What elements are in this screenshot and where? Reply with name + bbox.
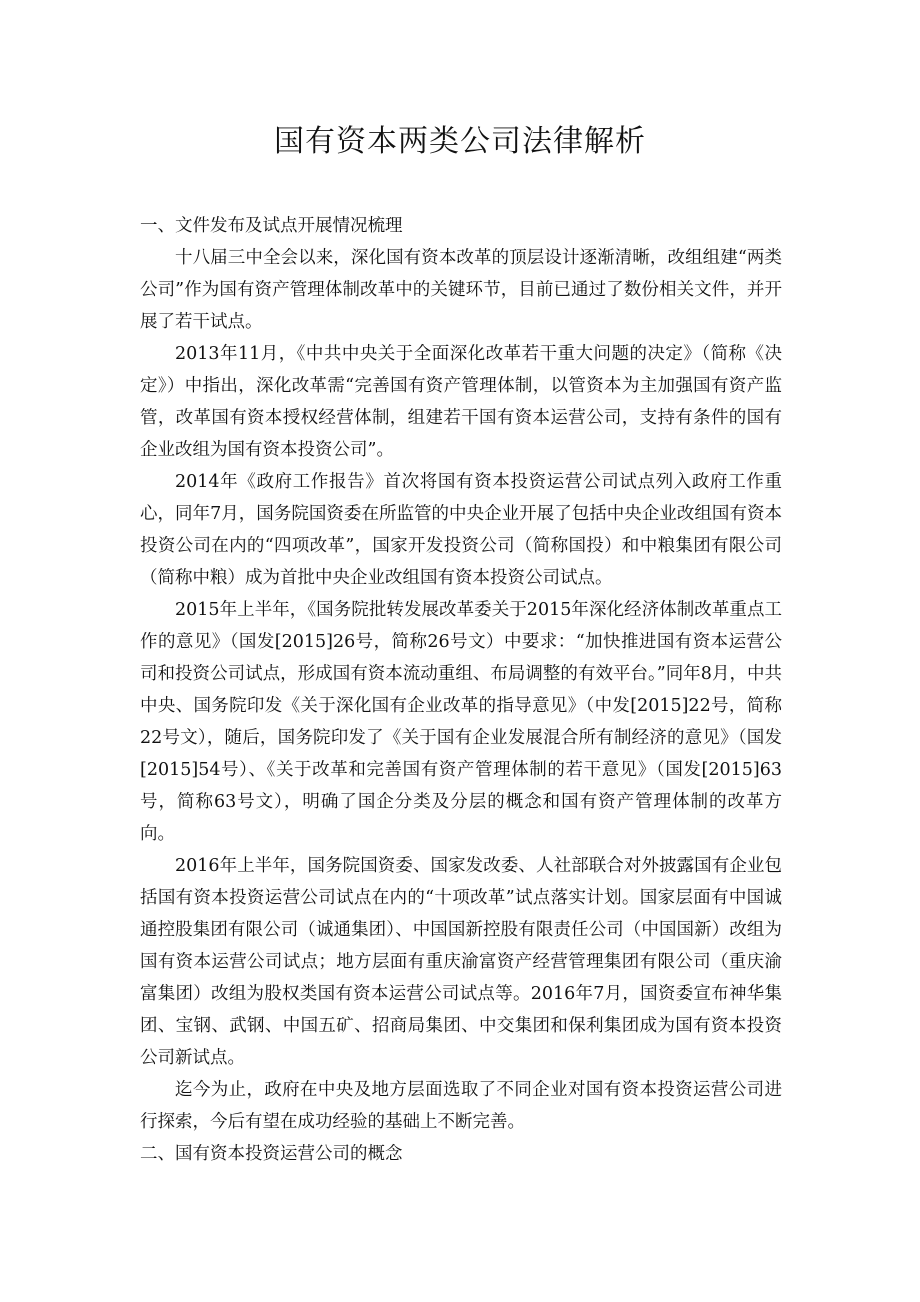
document-title: 国有资本两类公司法律解析: [274, 124, 646, 159]
paragraph-3: 2014年《政府工作报告》首次将国有资本投资运营公司试点列入政府工作重心，同年7月，国务院国资委在所监管的中央企业开展了包括中央企业改组国有资本投资公司在内的“四项改革”，国家开发投资公司（简称国投）和中粮集团有限公司（简称中粮）成为首批中央企业改组国有资本投资公司试点。: [140, 472, 782, 588]
paragraph-4: 2015年上半年，《国务院批转发展改革委关于2015年深化经济体制改革重点工作的意见》（国发[2015]26号，简称26号文）中要求：“加快推进国有资本运营公司和投资公司试点，形成国有资本流动重组、布局调整的有效平台。”同年8月，中共中央、国务院印发《关于深化国有企业改革的指导意见》（中发[2015]22号，简称22号文），随后，国务院印发了《关于国有企业发展混合所有制经济的意见》（国发[2015]54号）、《关于改革和完善国有资产管理体制的若干意见》（国发[2015]63号，简称63号文），明确了国企分类及分层的概念和国有资产管理体制的改革方向。: [140, 600, 782, 844]
paragraph-2: 2013年11月，《中共中央关于全面深化改革若干重大问题的决定》（简称《决定》）中指出，深化改革需“完善国有资产管理体制，以管资本为主加强国有资产监管，改革国有资本授权经营体制，组建若干国有资本运营公司，支持有条件的国有企业改组为国有资本投资公司”。: [140, 344, 782, 460]
document-body: [140, 210, 782, 1170]
section-2-heading: 二、国有资本投资运营公司的概念: [140, 1144, 403, 1164]
section-1-heading: 一、文件发布及试点开展情况梳理: [140, 216, 403, 236]
paragraph-5: 2016年上半年，国务院国资委、国家发改委、人社部联合对外披露国有企业包括国有资本投资运营公司试点在内的“十项改革”试点落实计划。国家层面有中国诚通控股集团有限公司（诚通集团）、中国国新控股有限责任公司（中国国新）改组为国有资本运营公司试点；地方层面有重庆渝富资产经营管理集团有限公司（重庆渝富集团）改组为股权类国有资本运营公司试点等。2016年7月，国资委宣布神华集团、宝钢、武钢、中国五矿、招商局集团、中交集团和保利集团成为国有资本投资公司新试点。: [140, 856, 782, 1068]
paragraph-1: 十八届三中全会以来，深化国有资本改革的顶层设计逐渐清晰，改组组建“两类公司”作为国有资产管理体制改革中的关键环节，目前已通过了数份相关文件，并开展了若干试点。: [140, 248, 782, 332]
paragraph-6: 迄今为止，政府在中央及地方层面选取了不同企业对国有资本投资运营公司进行探索，今后有望在成功经验的基础上不断完善。: [140, 1080, 782, 1132]
